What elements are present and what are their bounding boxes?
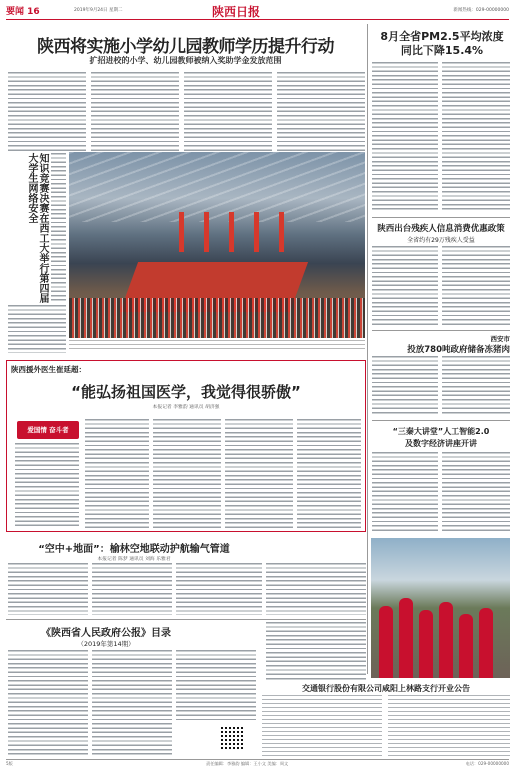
lead-text-col-1: [8, 72, 86, 152]
pm-text-col-1: [372, 62, 438, 212]
masthead-rule: [6, 19, 509, 20]
bank-notice-title: 交通银行股份有限公司咸阳上林路支行开业公告: [302, 684, 470, 693]
feature-text-col-1: [85, 419, 149, 529]
page-footer: [6, 759, 509, 766]
bank-notice: [262, 683, 510, 758]
gazette-issue: （2019年第14期）: [77, 640, 135, 648]
feature-kicker: 陕西援外医生崔延超：: [11, 365, 86, 374]
side-story-text: [8, 305, 66, 353]
qr-code-icon: [221, 725, 245, 749]
feature-byline: 本报记者 李雅韵 通讯员 胡济强: [152, 405, 220, 410]
issue-date: 2019年9月24日 星期二: [74, 8, 123, 13]
column-divider: [367, 24, 368, 674]
feature-text-col-3: [225, 419, 293, 529]
gazette-list-col-3: [176, 650, 256, 722]
side-story-text-narrow: [51, 153, 66, 303]
ai-headline: “三秦大讲堂”人工智能2.0: [392, 427, 490, 436]
masthead: [6, 4, 509, 18]
middle-text-col-3: [176, 563, 262, 615]
lead-text-col-3: [184, 72, 272, 152]
xian-headline: 投放780吨政府储备冻猪肉: [407, 345, 510, 355]
xian-text-col-2: [442, 356, 510, 416]
bank-notice-text-2: [388, 695, 510, 757]
gymnasium-photo: [69, 152, 365, 338]
footer-phone: 电话：029-00000000: [465, 761, 509, 766]
middle-text-col-2: [92, 563, 172, 615]
feature-series-badge: 爱国情 奋斗者: [17, 421, 79, 439]
lead-text-col-2: [91, 72, 179, 152]
pm-headline-2: 同比下降15.4%: [400, 44, 484, 57]
footer-editor: 责任编辑：李雅韵 编辑：王小文 美编：周文: [206, 761, 289, 766]
marathon-text: [266, 622, 366, 680]
ai-text-col-2: [442, 452, 510, 532]
gazette-list-col-2: [92, 650, 172, 756]
disabled-headline: 陕西出台残疾人信息消费优惠政策: [377, 224, 505, 234]
pm-headline: 8月全省PM2.5平均浓度: [380, 30, 504, 43]
gazette-list-col-1: [8, 650, 88, 756]
middle-headline: “空中+地面”：榆林空地联动护航输气管道: [38, 544, 230, 555]
side-story-headline: 知识竞赛决赛在西工大举行第四届大学生网络安全: [26, 153, 48, 303]
paper-logo: 陕西日报: [212, 5, 261, 19]
feature-text-col-2: [153, 419, 221, 529]
xian-kicker: 西安市: [490, 335, 510, 343]
middle-byline: 本报记者 陈梦 通讯员 刘海 乐雅君: [97, 557, 171, 562]
feature-text-col-4: [297, 419, 361, 529]
feature-text-col-0: [15, 443, 79, 529]
disabled-text-col-2: [442, 246, 510, 326]
photo-caption: [69, 340, 365, 352]
right-divider-1: [372, 217, 510, 218]
edition-label: 要闻 16: [6, 7, 40, 17]
feature-box: [6, 360, 366, 532]
lead-subhead: 扩招进校的小学、幼儿园教师被纳入奖助学金发放范围: [89, 56, 282, 65]
disabled-text-col-1: [372, 246, 438, 326]
feature-headline: “能弘扬祖国医学，我觉得很骄傲”: [71, 383, 301, 401]
xian-text-col-1: [372, 356, 438, 416]
gazette-title: 《陕西省人民政府公报》目录: [41, 628, 171, 639]
right-divider-2: [372, 330, 510, 331]
marathon-photo: [371, 538, 510, 678]
right-divider-3: [372, 420, 510, 421]
pm-text-col-2: [442, 62, 510, 212]
disabled-subhead: 全省约有29万残疾人受益: [407, 237, 475, 244]
lead-headline: 陕西将实施小学幼儿园教师学历提升行动: [37, 37, 334, 57]
ai-headline-2: 及数字经济讲座开讲: [405, 439, 477, 448]
middle-text-col-1: [8, 563, 88, 615]
middle-divider: [6, 619, 366, 620]
middle-text-col-4: [266, 563, 366, 615]
ai-text-col-1: [372, 452, 438, 532]
bank-notice-text-1: [262, 695, 382, 757]
lead-text-col-4: [277, 72, 365, 152]
footer-left: 5版: [6, 761, 13, 766]
hotline-text: 新闻热线：029-00000000: [453, 8, 509, 13]
